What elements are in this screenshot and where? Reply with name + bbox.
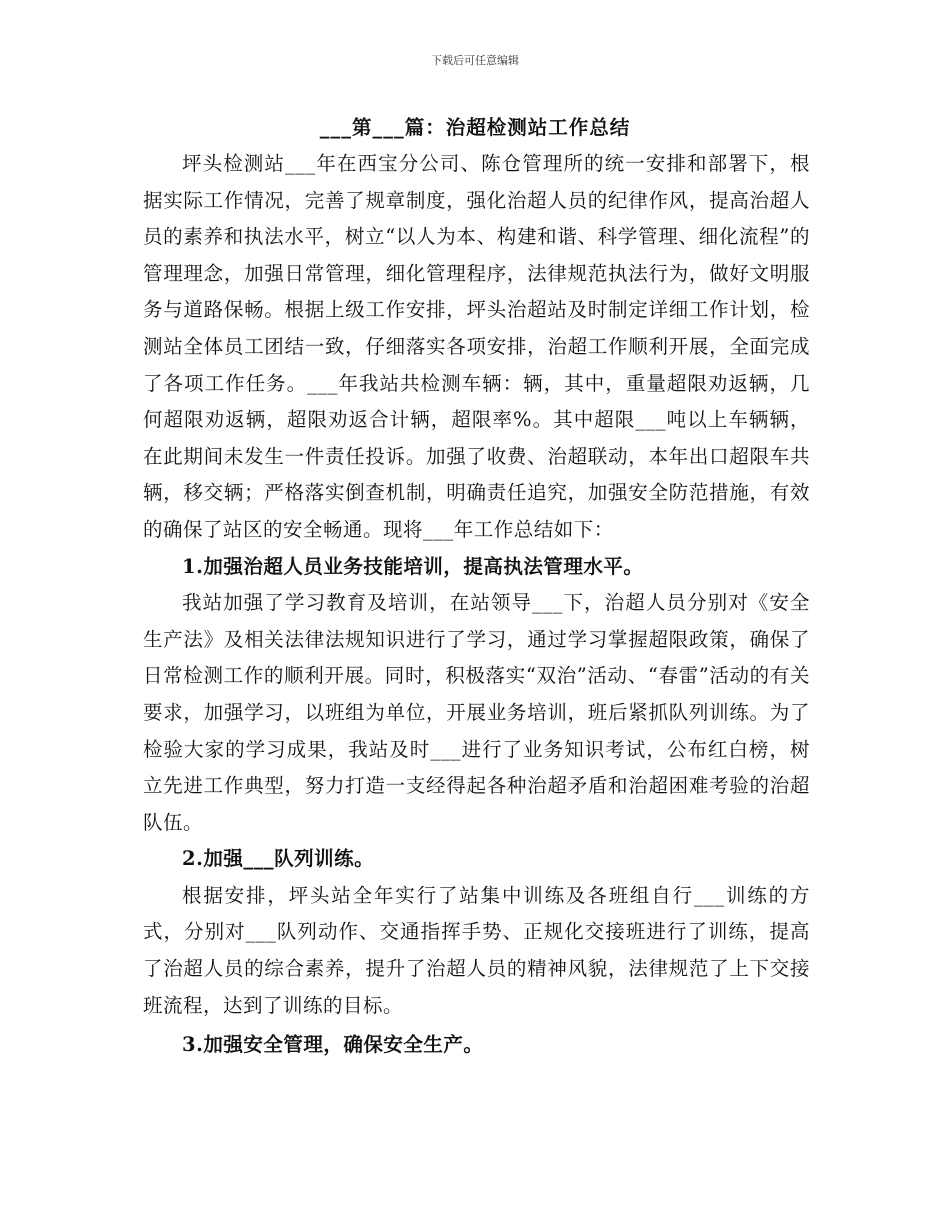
section-2-paragraph: 根据安排，坪头站全年实行了站集中训练及各班组自行___训练的方式，分别对___队列动作、交通指挥手势、正规化交接班进行了训练，提高了治超人员的综合素养，提升了治超人员的精神风貌，法律规范了上下交接班流程，达到了训练的目标。 — [143, 883, 810, 1017]
section-heading-1: 1.加强治超人员业务技能培训，提高执法管理水平。 — [182, 554, 644, 578]
intro-paragraph: 坪头检测站___年在西宝分公司、陈仓管理所的统一安排和部署下，根据实际工作情况，完善了规章制度，强化治超人员的纪律作风，提高治超人员的素养和执法水平，树立“以人为本、构建和谐、科学管理、细化流程”的管理理念，加强日常管理，细化管理程序，法律规范执法行为，做好文明服务与道路保畅。根据上级工作安排，坪头治超站及时制定详细工作计划，检测站全体员工团结一致，仔细落实各项安排，治超工作顺利开展，全面完成了各项工作任务。___年我站共检测车辆：辆，其中，重量超限劝返辆，几何超限劝返辆，超限劝返合计辆，超限率%。其中超限___吨以上车辆辆，在此期间未发生一件责任投诉。加强了收费、治超联动，本年出口超限车共辆，移交辆；严格落实倒查机制，明确责任追究，加强安全防范措施，有效的确保了站区的安全畅通。现将___年工作总结如下： — [143, 152, 810, 541]
section-heading-2: 2.加强___队列训练。 — [182, 847, 375, 871]
section-1-paragraph: 我站加强了学习教育及培训，在站领导___下，治超人员分别对《安全生产法》及相关法律法规知识进行了学习，通过学习掌握超限政策，确保了日常检测工作的顺利开展。同时，积极落实“双治”活动、“春雷”活动的有关要求，加强学习，以班组为单位，开展业务培训，班后紧抓队列训练。为了检验大家的学习成果，我站及时___进行了业务知识考试，公布红白榜，树立先进工作典型，努力打造一支经得起各种治超矛盾和治超困难考验的治超队伍。 — [143, 591, 810, 834]
header-note: 下载后可任意编辑 — [431, 54, 519, 67]
document-title: ___第___篇：治超检测站工作总结 — [319, 116, 631, 139]
section-heading-3: 3.加强安全管理，确保安全生产。 — [182, 1033, 484, 1057]
document-body — [143, 146, 810, 1064]
